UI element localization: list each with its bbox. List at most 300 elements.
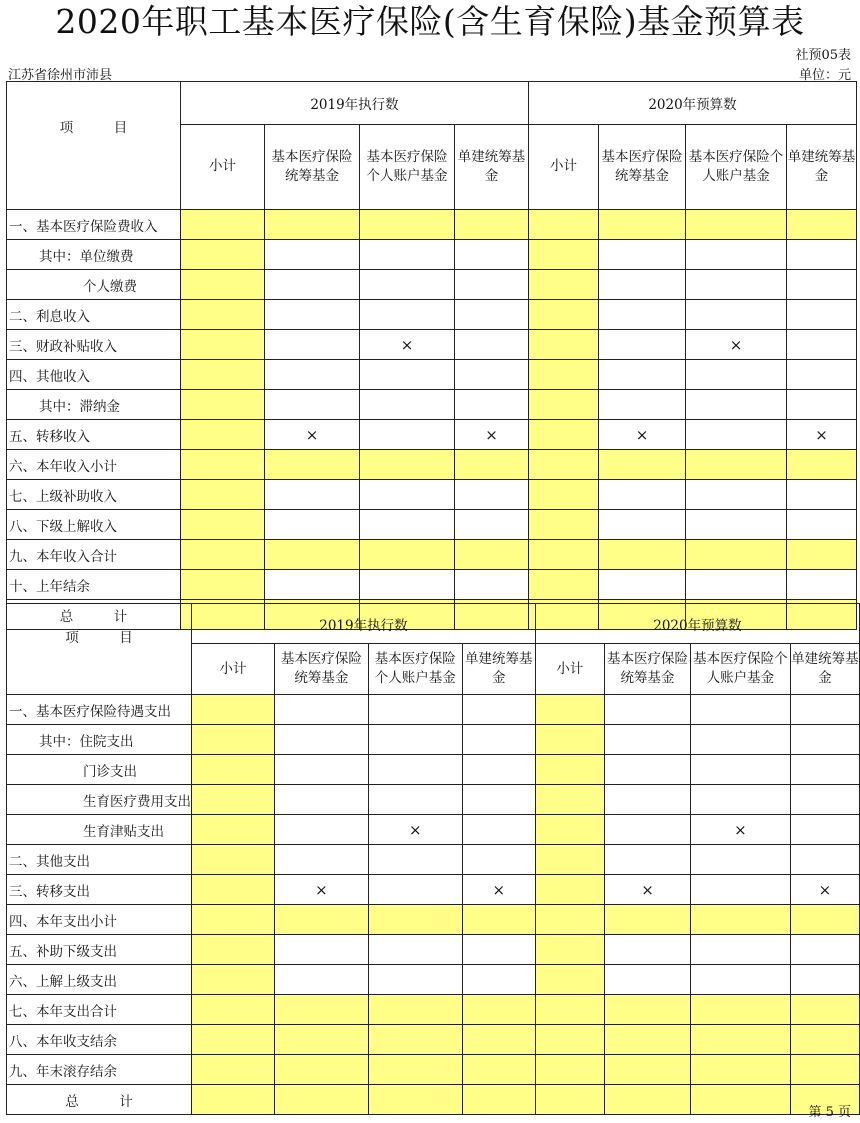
data-cell — [599, 450, 686, 480]
data-cell — [535, 965, 604, 995]
data-cell — [529, 240, 599, 270]
table-row — [7, 785, 860, 815]
data-cell — [691, 1025, 791, 1055]
not-applicable-mark: × — [790, 875, 859, 905]
data-cell — [790, 755, 859, 785]
data-cell — [462, 1025, 535, 1055]
table-row — [7, 1055, 860, 1085]
data-cell — [275, 815, 369, 845]
data-cell — [790, 905, 859, 935]
row-label: 一、基本医疗保险待遇支出 — [7, 695, 192, 725]
row-label: 生育医疗费用支出 — [7, 785, 192, 815]
data-cell — [455, 240, 529, 270]
data-cell — [455, 360, 529, 390]
data-cell — [599, 510, 686, 540]
data-cell — [691, 965, 791, 995]
row-label: 门诊支出 — [7, 755, 192, 785]
item-header: 项 目 — [7, 604, 192, 695]
table-row — [7, 540, 857, 570]
table-row — [7, 695, 860, 725]
col-header-single-fund: 单建统筹基金 — [462, 644, 535, 695]
data-cell — [605, 935, 691, 965]
table-row — [7, 995, 860, 1025]
data-cell — [455, 450, 529, 480]
data-cell — [790, 845, 859, 875]
data-cell — [529, 330, 599, 360]
table-row — [7, 845, 860, 875]
data-cell — [691, 1085, 791, 1115]
data-cell — [265, 570, 360, 600]
data-cell — [599, 480, 686, 510]
data-cell — [265, 270, 360, 300]
data-cell — [605, 905, 691, 935]
group-header-2019: 2019年执行数 — [192, 604, 536, 644]
col-header-pool-fund: 基本医疗保险统筹基金 — [605, 644, 691, 695]
table-row — [7, 240, 857, 270]
data-cell — [462, 845, 535, 875]
row-label: 总 计 — [7, 1085, 192, 1115]
data-cell — [462, 815, 535, 845]
data-cell — [368, 725, 462, 755]
page-number: 第 5 页 — [808, 1105, 851, 1120]
data-cell — [368, 1085, 462, 1115]
row-label: 其中：住院支出 — [7, 725, 192, 755]
data-cell — [368, 785, 462, 815]
row-label: 其中：单位缴费 — [7, 240, 181, 270]
data-cell — [455, 390, 529, 420]
row-label: 六、上解上级支出 — [7, 965, 192, 995]
data-cell — [462, 785, 535, 815]
group-header-2020: 2020年预算数 — [529, 82, 857, 125]
col-header-personal-fund: 基本医疗保险个人账户基金 — [368, 644, 462, 695]
data-cell — [529, 450, 599, 480]
data-cell — [181, 540, 265, 570]
data-cell — [368, 1025, 462, 1055]
data-cell — [275, 1025, 369, 1055]
data-cell — [686, 300, 787, 330]
income-table — [6, 81, 857, 630]
col-header-subtotal: 小计 — [192, 644, 275, 695]
data-cell — [462, 755, 535, 785]
data-cell — [275, 995, 369, 1025]
row-label: 其中：滞纳金 — [7, 390, 181, 420]
data-cell — [265, 540, 360, 570]
data-cell — [192, 935, 275, 965]
not-applicable-mark: × — [605, 875, 691, 905]
data-cell — [265, 480, 360, 510]
row-label: 八、本年收支结余 — [7, 1025, 192, 1055]
data-cell — [181, 510, 265, 540]
data-cell — [691, 755, 791, 785]
row-label: 一、基本医疗保险费收入 — [7, 210, 181, 240]
data-cell — [605, 1085, 691, 1115]
data-cell — [462, 695, 535, 725]
data-cell — [691, 695, 791, 725]
data-cell — [455, 540, 529, 570]
table-row — [7, 480, 857, 510]
data-cell — [691, 785, 791, 815]
data-cell — [787, 480, 857, 510]
data-cell — [599, 570, 686, 600]
data-cell — [790, 725, 859, 755]
table-row — [7, 450, 857, 480]
col-header-pool-fund: 基本医疗保险统筹基金 — [599, 124, 686, 209]
data-cell — [790, 995, 859, 1025]
group-header-2020: 2020年预算数 — [535, 604, 859, 644]
data-cell — [360, 510, 455, 540]
table-row — [7, 330, 857, 360]
data-cell — [181, 270, 265, 300]
not-applicable-mark: × — [275, 875, 369, 905]
data-cell — [368, 755, 462, 785]
row-label: 十、上年结余 — [7, 570, 181, 600]
data-cell — [360, 270, 455, 300]
row-label: 总 计 — [7, 600, 181, 630]
data-cell — [535, 755, 604, 785]
data-cell — [691, 725, 791, 755]
row-label: 七、上级补助收入 — [7, 480, 181, 510]
data-cell — [455, 480, 529, 510]
data-cell — [192, 905, 275, 935]
data-cell — [686, 270, 787, 300]
data-cell — [686, 510, 787, 540]
income-table-body — [7, 210, 857, 630]
data-cell — [368, 905, 462, 935]
data-cell — [181, 300, 265, 330]
row-label: 生育津贴支出 — [7, 815, 192, 845]
data-cell — [192, 995, 275, 1025]
data-cell — [462, 905, 535, 935]
data-cell — [192, 695, 275, 725]
data-cell — [787, 360, 857, 390]
data-cell — [368, 965, 462, 995]
data-cell — [605, 1055, 691, 1085]
data-cell — [529, 360, 599, 390]
data-cell — [192, 725, 275, 755]
data-cell — [368, 995, 462, 1025]
unit-label: 单位：元 — [798, 68, 851, 83]
table-row — [7, 1025, 860, 1055]
col-header-personal-fund: 基本医疗保险个人账户基金 — [686, 124, 787, 209]
col-header-personal-fund: 基本医疗保险个人账户基金 — [360, 124, 455, 209]
data-cell — [529, 390, 599, 420]
data-cell — [599, 210, 686, 240]
data-cell — [455, 330, 529, 360]
row-label: 七、本年支出合计 — [7, 995, 192, 1025]
data-cell — [535, 1055, 604, 1085]
data-cell — [790, 935, 859, 965]
data-cell — [605, 965, 691, 995]
table-row — [7, 935, 860, 965]
not-applicable-mark: × — [686, 330, 787, 360]
data-cell — [599, 300, 686, 330]
row-label: 个人缴费 — [7, 270, 181, 300]
data-cell — [275, 1055, 369, 1085]
data-cell — [686, 570, 787, 600]
expense-table — [6, 603, 860, 1115]
expense-table-header — [7, 604, 860, 695]
row-label: 四、本年支出小计 — [7, 905, 192, 935]
form-number: 社预05表 — [795, 48, 851, 63]
data-cell — [455, 570, 529, 600]
data-cell — [529, 270, 599, 300]
col-header-single-fund: 单建统筹基金 — [787, 124, 857, 209]
not-applicable-mark: × — [455, 420, 529, 450]
table-row — [7, 1085, 860, 1115]
data-cell — [181, 420, 265, 450]
data-cell — [787, 540, 857, 570]
row-label: 四、其他收入 — [7, 360, 181, 390]
data-cell — [462, 935, 535, 965]
data-cell — [787, 510, 857, 540]
data-cell — [691, 995, 791, 1025]
data-cell — [787, 450, 857, 480]
data-cell — [790, 785, 859, 815]
data-cell — [265, 240, 360, 270]
data-cell — [360, 360, 455, 390]
data-cell — [529, 540, 599, 570]
table-row — [7, 905, 860, 935]
data-cell — [535, 1025, 604, 1055]
data-cell — [181, 360, 265, 390]
data-cell — [192, 845, 275, 875]
data-cell — [181, 240, 265, 270]
table-row — [7, 815, 860, 845]
data-cell — [605, 1025, 691, 1055]
data-cell — [686, 480, 787, 510]
data-cell — [360, 390, 455, 420]
data-cell — [535, 935, 604, 965]
data-cell — [691, 875, 791, 905]
data-cell — [455, 510, 529, 540]
data-cell — [535, 695, 604, 725]
table-row — [7, 300, 857, 330]
data-cell — [368, 845, 462, 875]
data-cell — [535, 815, 604, 845]
data-cell — [535, 845, 604, 875]
data-cell — [192, 1025, 275, 1055]
data-cell — [535, 905, 604, 935]
col-header-single-fund: 单建统筹基金 — [455, 124, 529, 209]
data-cell — [529, 570, 599, 600]
data-cell — [691, 845, 791, 875]
data-cell — [535, 1085, 604, 1115]
col-header-personal-fund: 基本医疗保险个人账户基金 — [691, 644, 791, 695]
data-cell — [192, 875, 275, 905]
data-cell — [275, 1085, 369, 1115]
col-header-subtotal: 小计 — [181, 124, 265, 209]
income-table-header — [7, 82, 857, 210]
expense-table-body — [7, 695, 860, 1115]
data-cell — [265, 360, 360, 390]
data-cell — [368, 935, 462, 965]
data-cell — [691, 935, 791, 965]
row-label: 九、年末滚存结余 — [7, 1055, 192, 1085]
item-header: 项 目 — [7, 82, 181, 210]
data-cell — [462, 1085, 535, 1115]
data-cell — [265, 390, 360, 420]
table-row — [7, 725, 860, 755]
table-row — [7, 875, 860, 905]
data-cell — [599, 540, 686, 570]
not-applicable-mark: × — [599, 420, 686, 450]
data-cell — [599, 360, 686, 390]
data-cell — [535, 785, 604, 815]
data-cell — [360, 240, 455, 270]
data-cell — [462, 725, 535, 755]
data-cell — [686, 240, 787, 270]
data-cell — [360, 570, 455, 600]
table-row — [7, 510, 857, 540]
data-cell — [787, 240, 857, 270]
data-cell — [360, 450, 455, 480]
col-header-pool-fund: 基本医疗保险统筹基金 — [265, 124, 360, 209]
data-cell — [181, 450, 265, 480]
data-cell — [360, 300, 455, 330]
data-cell — [192, 815, 275, 845]
data-cell — [181, 390, 265, 420]
data-cell — [265, 510, 360, 540]
data-cell — [192, 965, 275, 995]
col-header-subtotal: 小计 — [529, 124, 599, 209]
data-cell — [368, 875, 462, 905]
not-applicable-mark: × — [360, 330, 455, 360]
data-cell — [462, 995, 535, 1025]
data-cell — [535, 875, 604, 905]
row-label: 五、补助下级支出 — [7, 935, 192, 965]
row-label: 六、本年收入小计 — [7, 450, 181, 480]
data-cell — [275, 695, 369, 725]
col-header-pool-fund: 基本医疗保险统筹基金 — [275, 644, 369, 695]
data-cell — [265, 330, 360, 360]
data-cell — [605, 845, 691, 875]
table-row — [7, 210, 857, 240]
row-label: 五、转移收入 — [7, 420, 181, 450]
page-title: 2020年职工基本医疗保险(含生育保险)基金预算表 — [55, 2, 805, 41]
row-label: 八、下级上解收入 — [7, 510, 181, 540]
data-cell — [455, 210, 529, 240]
data-cell — [605, 785, 691, 815]
data-cell — [462, 965, 535, 995]
table-row — [7, 420, 857, 450]
data-cell — [192, 1085, 275, 1115]
data-cell — [605, 815, 691, 845]
data-cell — [599, 270, 686, 300]
data-cell — [275, 845, 369, 875]
data-cell — [181, 480, 265, 510]
not-applicable-mark: × — [691, 815, 791, 845]
data-cell — [275, 935, 369, 965]
data-cell — [605, 755, 691, 785]
not-applicable-mark: × — [265, 420, 360, 450]
data-cell — [360, 210, 455, 240]
table-row — [7, 360, 857, 390]
data-cell — [192, 755, 275, 785]
table-row — [7, 755, 860, 785]
not-applicable-mark: × — [462, 875, 535, 905]
row-label: 三、财政补贴收入 — [7, 330, 181, 360]
data-cell — [265, 210, 360, 240]
data-cell — [787, 210, 857, 240]
data-cell — [275, 965, 369, 995]
table-row — [7, 965, 860, 995]
data-cell — [599, 390, 686, 420]
row-label: 二、利息收入 — [7, 300, 181, 330]
data-cell — [787, 570, 857, 600]
data-cell — [535, 725, 604, 755]
data-cell — [275, 755, 369, 785]
data-cell — [455, 300, 529, 330]
data-cell — [360, 480, 455, 510]
data-cell — [787, 300, 857, 330]
data-cell — [181, 210, 265, 240]
data-cell — [787, 270, 857, 300]
table-row — [7, 270, 857, 300]
data-cell — [360, 540, 455, 570]
data-cell — [605, 695, 691, 725]
data-cell — [529, 420, 599, 450]
data-cell — [535, 995, 604, 1025]
data-cell — [455, 270, 529, 300]
col-header-subtotal: 小计 — [535, 644, 604, 695]
data-cell — [181, 570, 265, 600]
not-applicable-mark: × — [787, 420, 857, 450]
data-cell — [529, 210, 599, 240]
data-cell — [790, 815, 859, 845]
row-label: 二、其他支出 — [7, 845, 192, 875]
data-cell — [529, 300, 599, 330]
data-cell — [181, 330, 265, 360]
not-applicable-mark: × — [368, 815, 462, 845]
table-row — [7, 390, 857, 420]
data-cell — [686, 540, 787, 570]
data-cell — [790, 1025, 859, 1055]
data-cell — [790, 1055, 859, 1085]
data-cell — [686, 450, 787, 480]
data-cell — [605, 995, 691, 1025]
data-cell — [691, 1055, 791, 1085]
data-cell — [599, 330, 686, 360]
group-header-2019: 2019年执行数 — [181, 82, 529, 125]
data-cell — [368, 695, 462, 725]
data-cell — [529, 480, 599, 510]
region-label: 江苏省徐州市沛县 — [8, 68, 113, 83]
data-cell — [790, 695, 859, 725]
data-cell — [787, 330, 857, 360]
data-cell — [686, 390, 787, 420]
data-cell — [686, 420, 787, 450]
row-label: 三、转移支出 — [7, 875, 192, 905]
data-cell — [192, 785, 275, 815]
data-cell — [265, 450, 360, 480]
data-cell — [265, 300, 360, 330]
data-cell — [368, 1055, 462, 1085]
data-cell — [691, 905, 791, 935]
data-cell — [599, 240, 686, 270]
row-label: 九、本年收入合计 — [7, 540, 181, 570]
data-cell — [605, 725, 691, 755]
data-cell — [787, 390, 857, 420]
data-cell — [192, 1055, 275, 1085]
data-cell — [790, 965, 859, 995]
data-cell — [686, 210, 787, 240]
data-cell — [462, 1055, 535, 1085]
data-cell — [275, 785, 369, 815]
data-cell — [529, 510, 599, 540]
table-row — [7, 570, 857, 600]
data-cell — [275, 725, 369, 755]
col-header-single-fund: 单建统筹基金 — [790, 644, 859, 695]
